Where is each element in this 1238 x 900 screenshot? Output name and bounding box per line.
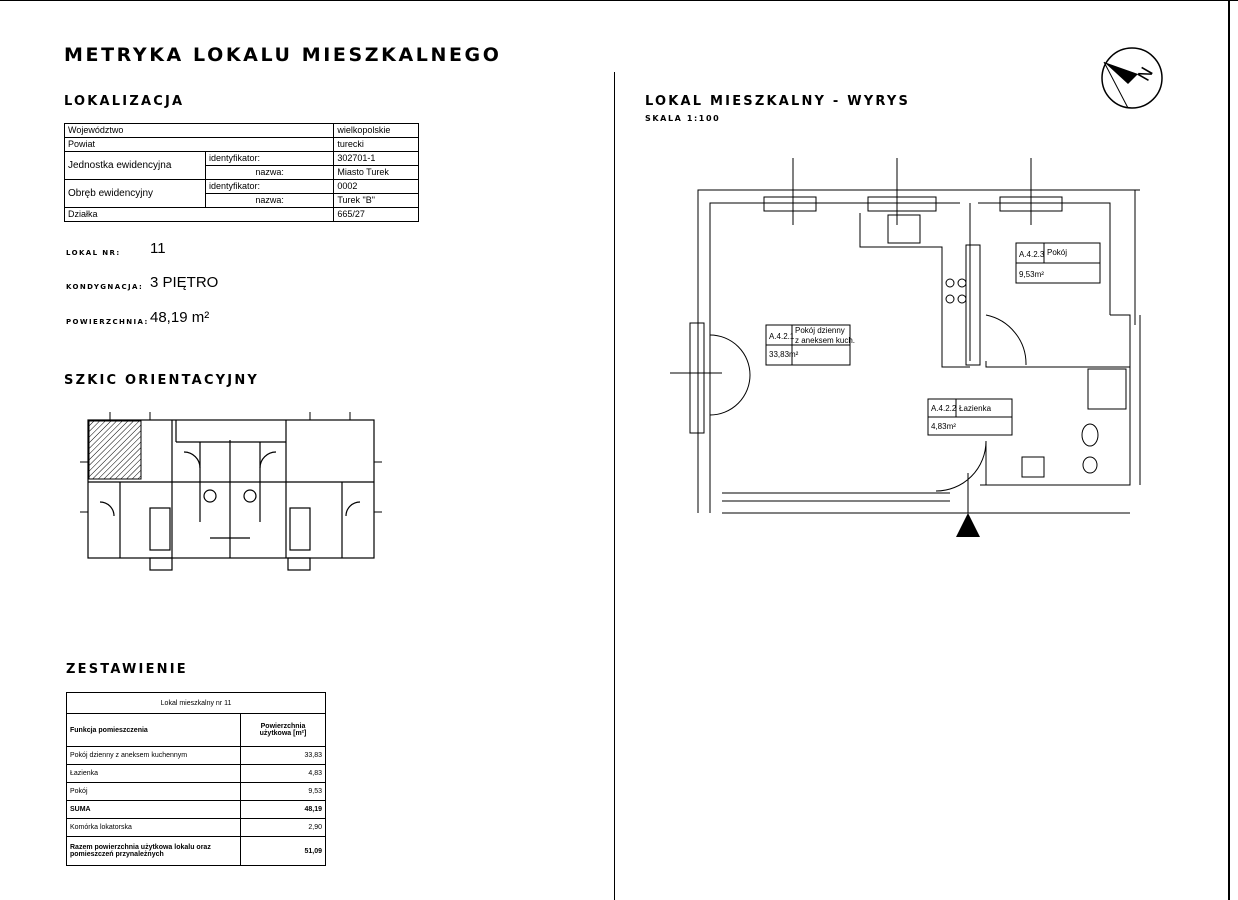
row-name: Pokój — [67, 783, 241, 801]
room-area: 4,83m² — [931, 422, 956, 431]
row-value: 4,83 — [241, 765, 326, 783]
col-header-funkcja: Funkcja pomieszczenia — [67, 714, 241, 747]
room-area: 33,83m² — [769, 350, 799, 359]
column-divider — [614, 72, 615, 900]
page-border-top — [0, 0, 1238, 1]
page-border-right — [1228, 0, 1230, 900]
jednostka-name-label: nazwa: — [206, 166, 334, 180]
room-name: Pokój dzienny — [795, 326, 845, 335]
room-name: Łazienka — [959, 404, 992, 413]
orientation-sketch — [80, 412, 382, 572]
table-row — [67, 765, 326, 783]
table-row — [67, 801, 326, 819]
lokalizacja-heading: LOKALIZACJA — [64, 94, 185, 109]
powiat-value: turecki — [334, 138, 419, 152]
page-title: METRYKA LOKALU MIESZKALNEGO — [64, 44, 502, 66]
room-name: Pokój — [1047, 248, 1068, 257]
lokal-nr-label: LOKAL NR: — [66, 249, 121, 257]
table-row — [67, 837, 326, 866]
dzialka-label: Działka — [65, 208, 334, 222]
wyrys-heading: LOKAL MIESZKALNY - WYRYS — [645, 94, 911, 109]
table-row — [67, 747, 326, 765]
table-row — [67, 714, 326, 747]
row-name: SUMA — [67, 801, 241, 819]
obreb-id-value: 0002 — [334, 180, 419, 194]
table-row — [67, 783, 326, 801]
zestawienie-table — [66, 692, 326, 866]
powierzchnia-label: POWIERZCHNIA: — [66, 318, 149, 326]
kondygnacja-label: KONDYGNACJA: — [66, 283, 144, 291]
szkic-heading: SZKIC ORIENTACYJNY — [64, 373, 260, 388]
powiat-label: Powiat — [65, 138, 334, 152]
table-row — [67, 819, 326, 837]
table-row — [65, 124, 419, 138]
table-row — [65, 152, 419, 166]
lokalizacja-table — [64, 123, 419, 222]
room-code: A.4.2.2 — [931, 404, 957, 413]
dzialka-value: 665/27 — [334, 208, 419, 222]
jednostka-label: Jednostka ewidencyjna — [65, 152, 206, 180]
zestawienie-heading: ZESTAWIENIE — [66, 662, 188, 677]
table-row — [65, 180, 419, 194]
wojewodztwo-label: Województwo — [65, 124, 334, 138]
room-name: z aneksem kuch. — [795, 336, 856, 345]
jednostka-id-label: identyfikator: — [206, 152, 334, 166]
room-area: 9,53m² — [1019, 270, 1044, 279]
jednostka-id-value: 302701-1 — [334, 152, 419, 166]
room-code: A.4.2.1 — [769, 332, 795, 341]
powierzchnia-value: 48,19 m² — [150, 309, 210, 326]
wyrys-scale: SKALA 1:100 — [645, 114, 721, 123]
jednostka-name-value: Miasto Turek — [334, 166, 419, 180]
obreb-label: Obręb ewidencyjny — [65, 180, 206, 208]
row-name: Pokój dzienny z aneksem kuchennym — [67, 747, 241, 765]
col-header-powierzchnia: Powierzchnia użytkowa [m²] — [241, 714, 326, 747]
table-row — [65, 138, 419, 152]
obreb-name-value: Turek "B" — [334, 194, 419, 208]
row-name: Razem powierzchnia użytkowa lokalu oraz pomieszczeń przynależnych — [67, 837, 241, 866]
row-value: 9,53 — [241, 783, 326, 801]
floor-plan — [670, 155, 1150, 545]
row-value: 48,19 — [241, 801, 326, 819]
table-row — [67, 693, 326, 714]
obreb-id-label: identyfikator: — [206, 180, 334, 194]
table-row — [65, 208, 419, 222]
row-name: Komórka lokatorska — [67, 819, 241, 837]
zestawienie-title: Lokal mieszkalny nr 11 — [67, 693, 326, 714]
row-value: 2,90 — [241, 819, 326, 837]
north-arrow-icon — [1098, 44, 1166, 114]
kondygnacja-value: 3 PIĘTRO — [150, 274, 219, 291]
wojewodztwo-value: wielkopolskie — [334, 124, 419, 138]
row-value: 51,09 — [241, 837, 326, 866]
north-letter: N — [1134, 63, 1158, 85]
obreb-name-label: nazwa: — [206, 194, 334, 208]
room-code: A.4.2.3 — [1019, 250, 1045, 259]
row-name: Łazienka — [67, 765, 241, 783]
lokal-nr-value: 11 — [150, 240, 166, 257]
row-value: 33,83 — [241, 747, 326, 765]
